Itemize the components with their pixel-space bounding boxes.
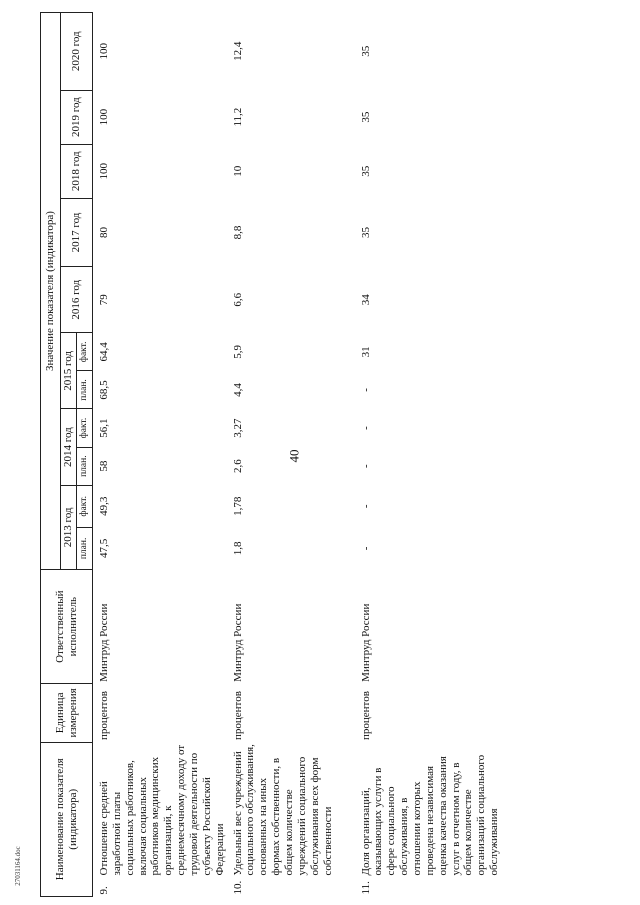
header-unit: Единица измерения [41, 684, 93, 742]
value-2020: 100 [98, 43, 110, 60]
table-row [355, 13, 515, 897]
row-number: 9. [98, 886, 110, 895]
indicator-name: Удельный вес учреждений социального обслуживания, основанных на иных формах собственности, в общем количестве учреждений социального обслуживания всех форм собственности [231, 744, 334, 876]
value-2018: 100 [98, 163, 110, 180]
value-2016: 6,6 [231, 292, 244, 307]
value-2015-plan: - [359, 388, 372, 392]
value-2013-fact: 1,78 [231, 496, 244, 516]
header-fact-2014: факт. [77, 409, 93, 447]
row-number: 10. [231, 880, 244, 895]
value-2020: 12,4 [231, 41, 244, 61]
header-year-2018: 2018 год [61, 144, 93, 198]
table-body [93, 13, 515, 897]
value-2018: 35 [359, 165, 372, 177]
value-2014-plan: - [359, 464, 372, 468]
value-2014-fact: 3,27 [231, 418, 244, 438]
value-2013-fact: - [359, 504, 372, 509]
header-plan-2013: план. [77, 527, 93, 569]
value-2013-plan: - [359, 546, 372, 551]
table-row [227, 13, 355, 897]
value-2013-fact: 49,3 [98, 496, 110, 516]
value-2018: 10 [231, 165, 244, 177]
table-row [93, 13, 227, 897]
value-2015-fact: 31 [359, 346, 372, 358]
executor-cell: Минтруд России [98, 603, 110, 682]
value-2019: 11,2 [231, 107, 244, 127]
header-plan-2015: план. [77, 371, 93, 409]
table-header [41, 13, 93, 897]
value-2014-fact: 56,1 [98, 418, 110, 438]
value-2017: 8,8 [231, 225, 244, 240]
value-2015-fact: 5,9 [231, 344, 244, 359]
unit-cell: процентов [98, 691, 110, 741]
header-year-2014: 2014 год [61, 409, 77, 485]
value-2020: 35 [359, 45, 372, 57]
header-plan-2014: план. [77, 447, 93, 485]
value-2017: 35 [359, 226, 372, 238]
indicator-name: Отношение средней заработной платы социальных работников, включая социальных работников медицинских организаций, к среднемесячному доходу от трудовой деятельности по субъекту Российской Федерации [98, 744, 226, 876]
value-2019: 100 [98, 108, 110, 126]
page-number: 40 [286, 449, 302, 463]
value-2017: 80 [98, 226, 110, 238]
header-indicator-values: Значение показателя (индикатора) [41, 13, 61, 570]
document-code: 27031164.doc [13, 846, 22, 886]
header-fact-2013: факт. [77, 485, 93, 527]
header-executor: Ответственный исполнитель [41, 569, 93, 683]
header-fact-2015: факт. [77, 333, 93, 371]
value-2015-plan: 4,4 [231, 383, 244, 397]
header-year-2017: 2017 год [61, 198, 93, 266]
header-year-2015: 2015 год [61, 333, 77, 409]
header-year-2020: 2020 год [61, 13, 93, 91]
value-2014-plan: 58 [98, 460, 110, 472]
executor-cell: Минтруд России [359, 603, 372, 682]
header-year-2013: 2013 год [61, 485, 77, 569]
header-year-2016: 2016 год [61, 267, 93, 333]
value-2016: 79 [98, 294, 110, 306]
indicator-name: Доля организаций, оказывающих услуги в сфере социального обслуживания, в отношении которых проведена независимая оценка качества оказания услуг в отчетном году, в общем количестве организаций социального обслуживания [359, 754, 501, 876]
value-2015-fact: 64,4 [98, 342, 110, 362]
value-2015-plan: 68,5 [98, 380, 110, 400]
row-number: 11. [359, 881, 372, 895]
value-2014-plan: 2,6 [231, 459, 244, 474]
unit-cell: процентов [231, 691, 244, 741]
value-2013-plan: 1,8 [231, 541, 244, 556]
header-year-2019: 2019 год [61, 90, 93, 144]
value-2019: 35 [359, 111, 372, 123]
value-2014-fact: - [359, 426, 372, 430]
unit-cell: процентов [359, 691, 372, 741]
value-2016: 34 [359, 294, 372, 306]
value-2013-plan: 47,5 [98, 538, 110, 559]
header-indicator-name: Наименование показателя (индикатора) [41, 742, 93, 896]
indicators-table [40, 12, 515, 897]
executor-cell: Минтруд России [231, 603, 244, 682]
